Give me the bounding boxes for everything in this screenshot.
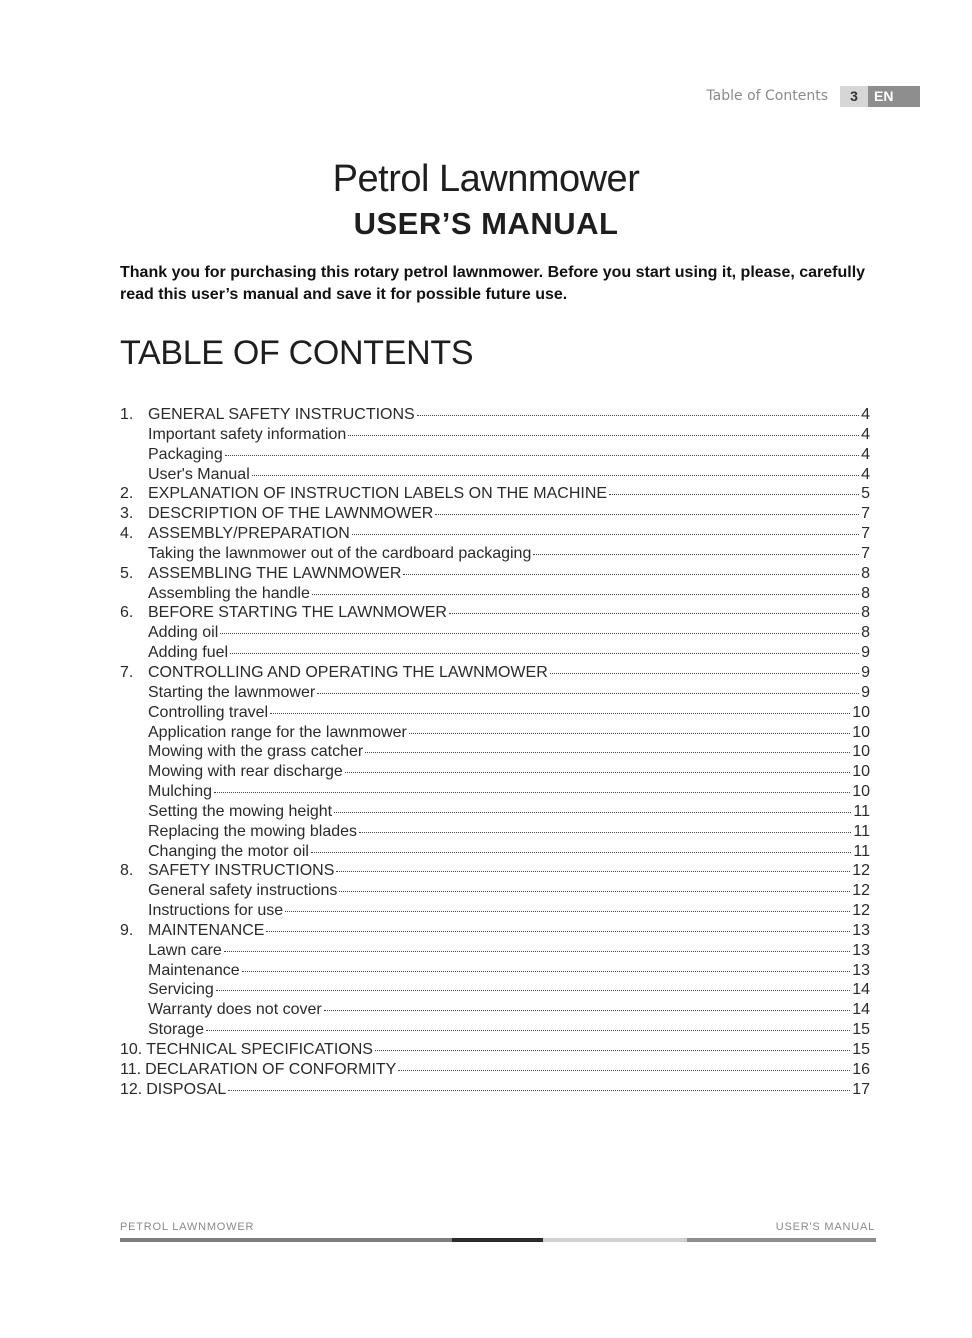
toc-entry-label: Adding oil — [148, 624, 219, 642]
toc-entry — [120, 406, 870, 426]
toc-dot-leader — [435, 513, 859, 515]
toc-entry-page: 17 — [852, 1080, 870, 1098]
toc-dot-leader — [550, 672, 859, 674]
toc-dot-leader — [359, 831, 851, 833]
toc-subentry — [120, 466, 870, 486]
toc-dot-leader — [533, 553, 859, 555]
toc-entry-label: Warranty does not cover — [148, 1001, 322, 1019]
toc-entry-label: Adding fuel — [148, 644, 229, 662]
toc-entry-page: 7 — [861, 525, 870, 543]
toc-entry-page: 10 — [852, 703, 870, 721]
toc-dot-leader — [230, 652, 859, 654]
toc-entry-number: 9. — [120, 921, 134, 939]
toc-dot-leader — [214, 791, 850, 793]
toc-entry-label: EXPLANATION OF INSTRUCTION LABELS ON THE MACHINE — [148, 485, 608, 503]
toc-entry-page: 10 — [852, 763, 870, 781]
toc-dot-leader — [375, 1049, 850, 1051]
toc-entry-page: 7 — [861, 544, 870, 562]
toc-entry-page: 14 — [852, 1001, 870, 1019]
toc-entry — [120, 565, 870, 585]
toc-entry-label: DECLARATION OF CONFORMITY — [145, 1060, 397, 1078]
toc-entry-page: 15 — [852, 1041, 870, 1058]
toc-dot-leader — [352, 533, 859, 535]
toc-entry-page: 5 — [861, 485, 870, 503]
toc-heading: TABLE OF CONTENTS — [120, 334, 474, 372]
toc-entry — [120, 525, 870, 545]
toc-subentry — [120, 783, 870, 803]
toc-entry-label: Mowing with rear discharge — [148, 763, 343, 781]
document-subtitle: USER’S MANUAL — [353, 206, 619, 241]
toc-dot-leader — [206, 1029, 850, 1031]
table-of-contents — [120, 406, 870, 1101]
toc-entry-page: 12 — [852, 882, 870, 900]
toc-entry-label: Important safety information — [148, 425, 347, 443]
toc-subentry — [120, 743, 870, 763]
toc-entry-number: 3. — [120, 505, 134, 523]
toc-entry — [120, 1061, 870, 1081]
toc-subentry — [120, 624, 870, 644]
toc-subentry — [120, 823, 870, 843]
toc-entry-label: MAINTENANCE — [148, 921, 265, 939]
toc-dot-leader — [311, 851, 851, 853]
toc-entry-page: 4 — [861, 445, 870, 463]
toc-entry-page: 8 — [861, 604, 870, 622]
toc-entry-page: 11 — [853, 802, 870, 820]
toc-entry-page: 7 — [861, 505, 870, 523]
toc-dot-leader — [348, 434, 859, 436]
toc-entry-label: ASSEMBLING THE LAWNMOWER — [148, 564, 402, 582]
toc-entry-page: 12 — [852, 902, 870, 920]
toc-entry-label: Servicing — [148, 981, 214, 999]
toc-dot-leader — [403, 573, 859, 575]
toc-entry-page: 12 — [852, 862, 870, 880]
toc-entry-label: Starting the lawnmower — [148, 683, 316, 701]
toc-dot-leader — [225, 454, 859, 456]
toc-dot-leader — [317, 692, 859, 694]
toc-entry-label: Replacing the mowing blades — [148, 822, 358, 840]
toc-entry-page: 15 — [852, 1021, 870, 1039]
toc-subentry — [120, 763, 870, 783]
toc-entry-page: 9 — [861, 683, 870, 701]
toc-entry-label: TECHNICAL SPECIFICATIONS — [146, 1041, 373, 1058]
toc-entry-label: Storage — [148, 1021, 205, 1039]
toc-subentry — [120, 545, 870, 565]
toc-dot-leader — [409, 732, 850, 734]
toc-entry-page: 16 — [852, 1060, 870, 1078]
toc-entry-page: 4 — [861, 465, 870, 483]
toc-subentry — [120, 426, 870, 446]
toc-dot-leader — [266, 930, 850, 932]
toc-dot-leader — [285, 910, 850, 912]
toc-entry-number: 4. — [120, 525, 134, 543]
toc-entry — [120, 505, 870, 525]
toc-subentry — [120, 585, 870, 605]
toc-subentry — [120, 684, 870, 704]
toc-subentry — [120, 1021, 870, 1041]
toc-entry-label: Setting the mowing height — [148, 802, 333, 820]
toc-entry-label: Controlling travel — [148, 703, 269, 721]
toc-entry-number: 2. — [120, 485, 134, 503]
toc-entry-number: 12. — [120, 1080, 143, 1098]
toc-entry-label: ASSEMBLY/PREPARATION — [148, 525, 350, 543]
toc-dot-leader — [365, 751, 850, 753]
toc-entry-label: DISPOSAL — [146, 1080, 227, 1098]
toc-entry-label: Maintenance — [148, 961, 240, 979]
header-language-badge: EN — [868, 86, 920, 107]
footer-right-text: USER'S MANUAL — [775, 1221, 875, 1233]
toc-entry-label: Mulching — [148, 783, 213, 801]
toc-dot-leader — [220, 632, 859, 634]
toc-entry-number: 7. — [120, 663, 134, 681]
toc-subentry — [120, 902, 870, 922]
footer-left-text: PETROL LAWNMOWER — [120, 1221, 255, 1233]
toc-entry — [120, 485, 870, 505]
toc-entry-page: 11 — [853, 822, 870, 840]
toc-dot-leader — [242, 970, 851, 972]
toc-entry-page: 8 — [861, 564, 870, 582]
toc-entry — [120, 862, 870, 882]
toc-dot-leader — [228, 1089, 850, 1091]
toc-dot-leader — [449, 612, 859, 614]
toc-entry-label: General safety instructions — [148, 882, 338, 900]
toc-entry-label: Instructions for use — [148, 902, 284, 920]
header-section-title: Table of Contents — [706, 88, 828, 104]
toc-dot-leader — [417, 414, 859, 416]
toc-entry-label: Taking the lawnmower out of the cardboard packaging — [148, 544, 532, 562]
toc-dot-leader — [224, 950, 850, 952]
toc-dot-leader — [252, 474, 859, 476]
toc-subentry — [120, 942, 870, 962]
toc-entry-number: 1. — [120, 406, 134, 423]
toc-entry-page: 13 — [852, 961, 870, 979]
toc-dot-leader — [312, 593, 859, 595]
toc-entry-page: 13 — [852, 921, 870, 939]
toc-entry-label: Changing the motor oil — [148, 842, 309, 860]
header-page-number: 3 — [840, 86, 868, 107]
toc-entry — [120, 604, 870, 624]
toc-entry-label: Mowing with the grass catcher — [148, 743, 364, 761]
toc-entry-label: Assembling the handle — [148, 584, 310, 602]
toc-entry — [120, 922, 870, 942]
toc-entry-label: SAFETY INSTRUCTIONS — [148, 862, 335, 880]
toc-dot-leader — [339, 890, 850, 892]
toc-subentry — [120, 962, 870, 982]
toc-subentry — [120, 882, 870, 902]
toc-entry-number: 8. — [120, 862, 134, 880]
toc-entry-label: Application range for the lawnmower — [148, 723, 407, 741]
toc-subentry — [120, 704, 870, 724]
toc-entry-label: Lawn care — [148, 941, 222, 959]
footer-rule — [120, 1238, 876, 1242]
toc-dot-leader — [216, 989, 850, 991]
toc-entry-label: User's Manual — [148, 465, 250, 483]
toc-entry-page: 10 — [852, 723, 870, 741]
toc-entry-label: DESCRIPTION OF THE LAWNMOWER — [148, 505, 434, 523]
page-header — [706, 86, 920, 107]
toc-entry — [120, 664, 870, 684]
document-title: Petrol Lawnmower — [332, 158, 640, 200]
toc-subentry — [120, 446, 870, 466]
toc-entry-number: 6. — [120, 604, 134, 622]
toc-subentry — [120, 981, 870, 1001]
toc-entry-page: 14 — [852, 981, 870, 999]
toc-entry-page: 11 — [853, 842, 870, 860]
toc-dot-leader — [345, 771, 850, 773]
toc-entry — [120, 1081, 870, 1101]
toc-dot-leader — [398, 1069, 850, 1071]
toc-dot-leader — [334, 811, 851, 813]
toc-entry-page: 4 — [861, 406, 870, 423]
toc-subentry — [120, 843, 870, 863]
toc-entry-number: 10. — [120, 1041, 143, 1058]
toc-entry — [120, 1041, 870, 1061]
toc-entry-label: CONTROLLING AND OPERATING THE LAWNMOWER — [148, 663, 548, 681]
toc-entry-label: Packaging — [148, 445, 223, 463]
toc-entry-page: 8 — [861, 624, 870, 642]
toc-subentry — [120, 724, 870, 744]
toc-dot-leader — [609, 493, 859, 495]
toc-dot-leader — [270, 712, 850, 714]
toc-entry-label: BEFORE STARTING THE LAWNMOWER — [148, 604, 447, 622]
intro-paragraph: Thank you for purchasing this rotary petrol lawnmower. Before you start using it, please, carefully read this user’s manual and save it for possible future use. — [120, 264, 866, 303]
toc-entry-page: 9 — [861, 644, 870, 662]
toc-entry-page: 9 — [861, 663, 870, 681]
toc-subentry — [120, 1001, 870, 1021]
toc-entry-page: 8 — [861, 584, 870, 602]
toc-entry-number: 5. — [120, 564, 134, 582]
toc-dot-leader — [324, 1009, 851, 1011]
toc-entry-page: 10 — [852, 783, 870, 801]
toc-entry-number: 11. — [120, 1060, 142, 1078]
toc-dot-leader — [336, 870, 850, 872]
toc-entry-page: 10 — [852, 743, 870, 761]
toc-entry-label: GENERAL SAFETY INSTRUCTIONS — [148, 406, 415, 423]
toc-entry-page: 4 — [861, 425, 870, 443]
toc-subentry — [120, 644, 870, 664]
toc-entry-page: 13 — [852, 941, 870, 959]
toc-subentry — [120, 803, 870, 823]
